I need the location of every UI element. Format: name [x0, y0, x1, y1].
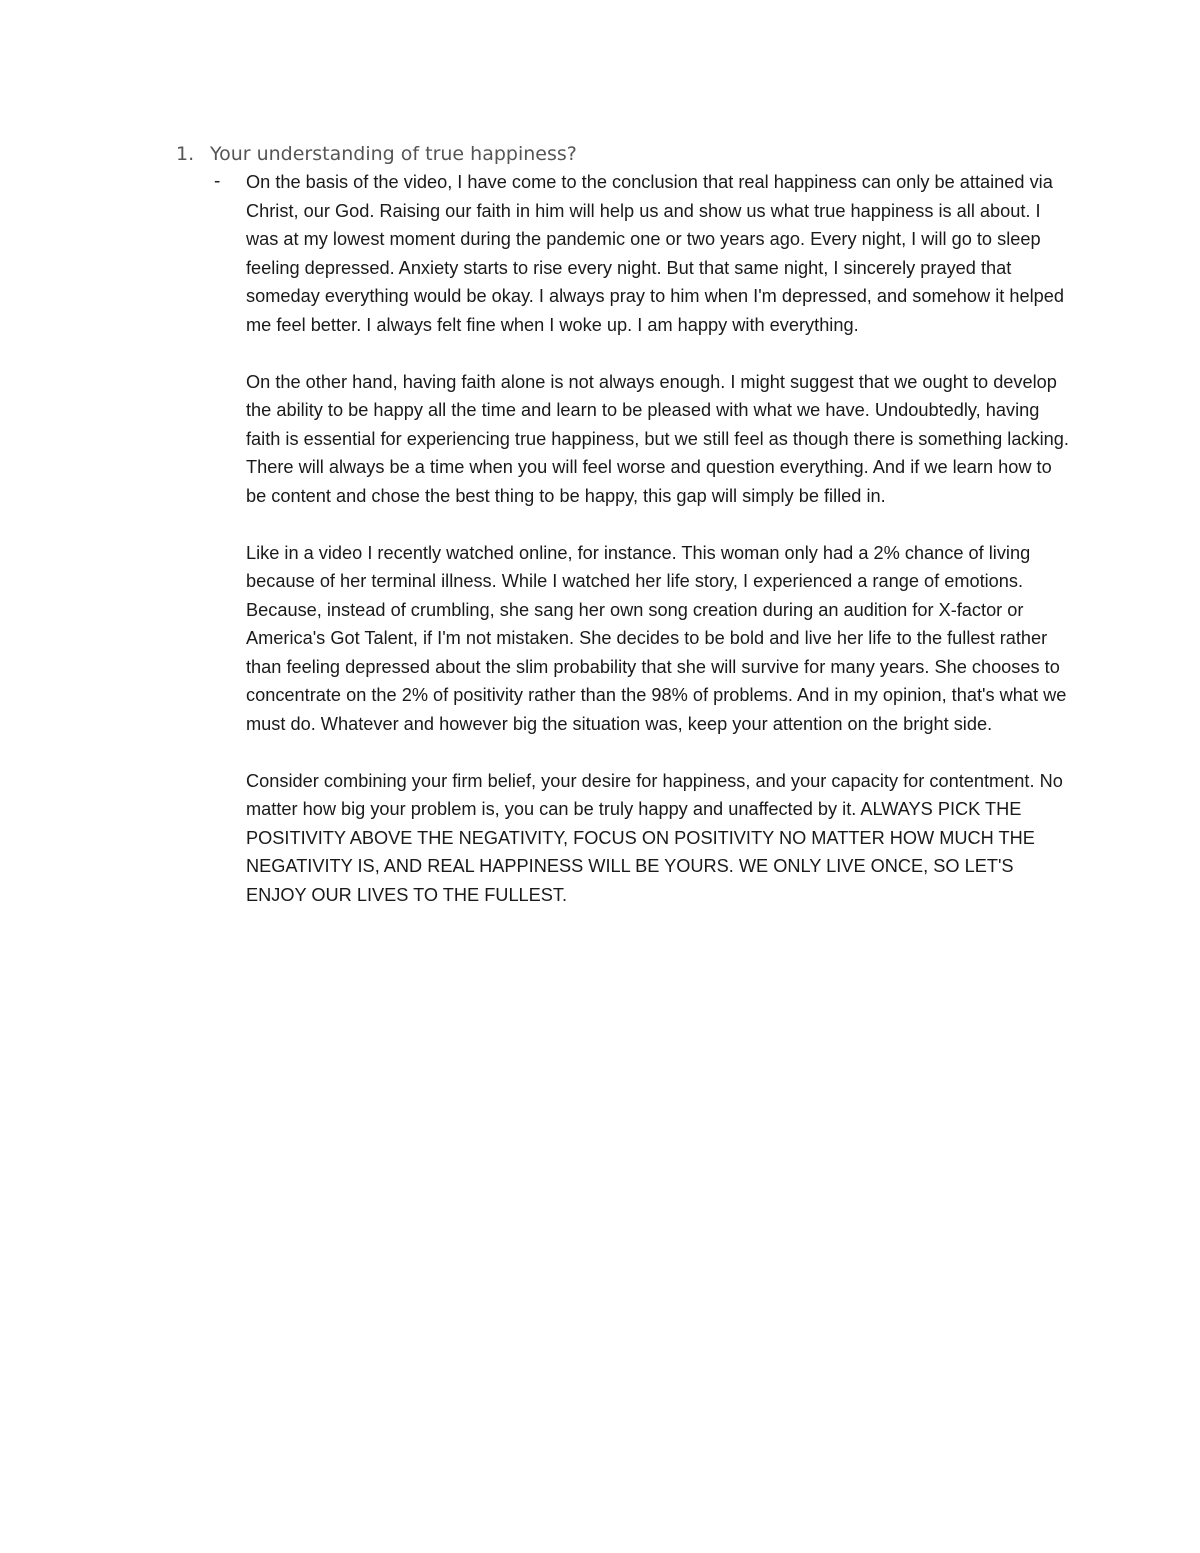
answer-paragraph-2: On the other hand, having faith alone is not always enough. I might suggest that we ought to develop the ability to be happy all the time and learn to be pleased with what we have. Undoubtedly, having faith is essential for experiencing true happiness, but we still feel as though there is something lacking. There will always be a time when you will feel worse and question everything. And if we learn how to be content and chose the best thing to be happy, this gap will simply be filled in. — [246, 371, 1069, 506]
answer-paragraph-3: Like in a video I recently watched online, for instance. This woman only had a 2% chance of living because of her terminal illness. While I watched her life story, I experienced a range of emotions. Because, instead of crumbling, she sang her own song creation during an audition for X-factor or America's Got Talent, if I'm not mistaken. She decides to be bold and live her life to the fullest rather than feeling depressed about the slim probability that she will survive for many years. She chooses to concentrate on the 2% of positivity rather than the 98% of problems. And in my opinion, that's what we must do. Whatever and however big the situation was, keep your attention on the bright side. — [246, 542, 1067, 734]
question-text: Your understanding of true happiness? — [210, 143, 577, 165]
question-heading — [176, 140, 1076, 168]
answer-paragraph-4: Consider combining your firm belief, your desire for happiness, and your capacity for contentment. No matter how big your problem is, you can be truly happy and unaffected by it. ALWAYS PICK THE POSITIVITY ABOVE THE NEGATIVITY, FOCUS ON POSITIVITY NO MATTER HOW MUCH THE NEGATIVITY IS, AND REAL HAPPINESS WILL BE YOURS. WE ONLY LIVE ONCE, SO LET'S ENJOY OUR LIVES TO THE FULLEST. — [246, 770, 1063, 905]
answer-paragraph-1: On the basis of the video, I have come to the conclusion that real happiness can only be attained via Christ, our God. Raising our faith in him will help us and show us what true happiness is all about. I was at my lowest moment during the pandemic one or two years ago. Every night, I will go to sleep feeling depressed. Anxiety starts to rise every night. But that same night, I sincerely prayed that someday everything would be okay. I always pray to him when I'm depressed, and somehow it helped me feel better. I always felt fine when I woke up. I am happy with everything. — [246, 172, 1064, 335]
question-number: 1. — [176, 143, 195, 165]
answer-bullet: - — [214, 171, 221, 192]
answer-body — [246, 168, 1076, 909]
